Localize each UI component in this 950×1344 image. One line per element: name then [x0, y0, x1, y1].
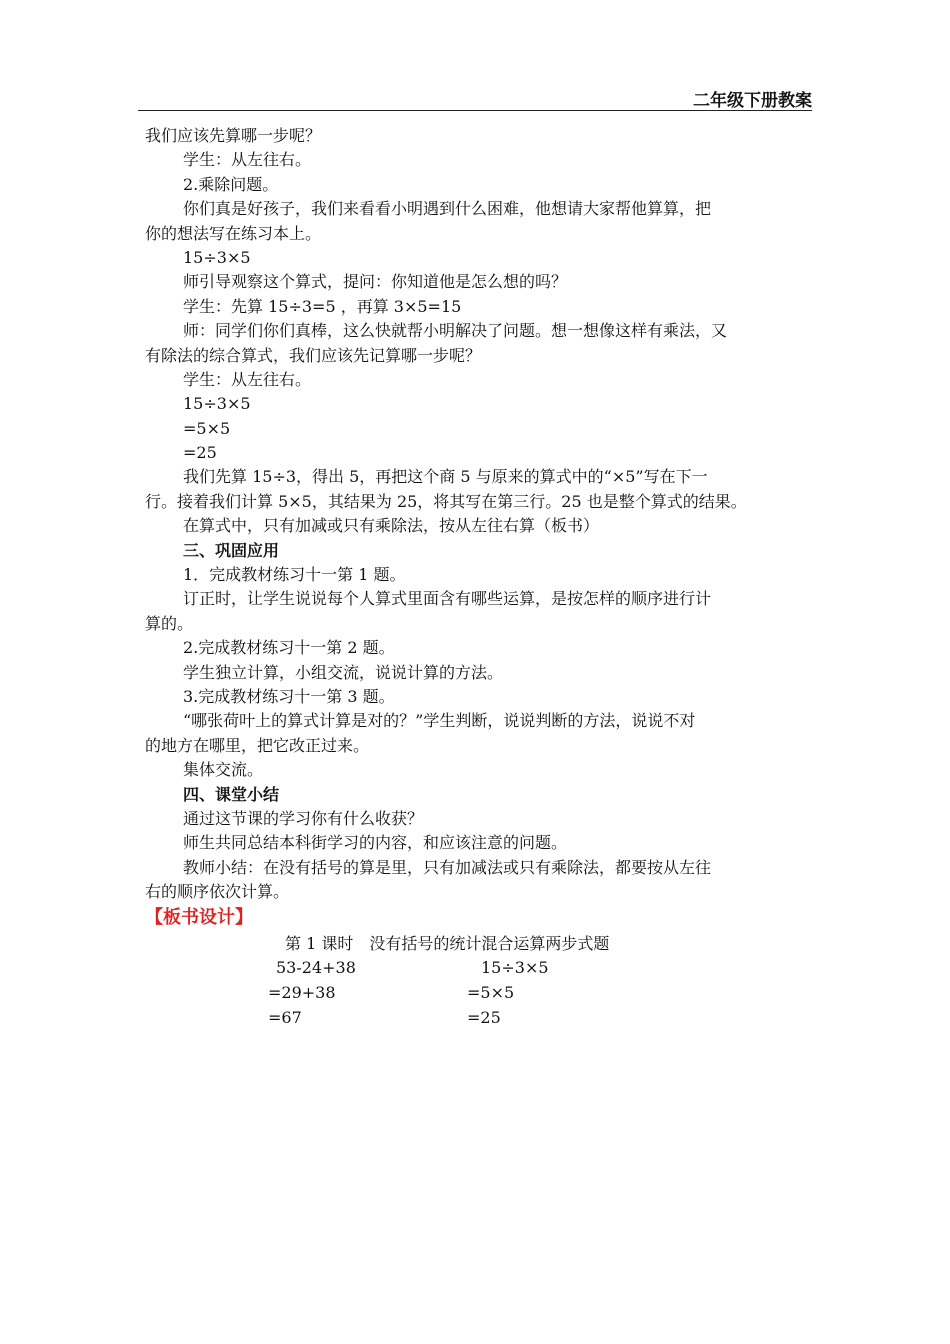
board-left-column [268, 955, 356, 1030]
text-line: 15÷3×5 [183, 247, 251, 267]
board-right-line: =25 [467, 1007, 501, 1027]
text-line: 学生：从左往右。 [183, 150, 312, 170]
board-title: 第 1 课时 没有括号的统计混合运算两步式题 [285, 933, 610, 953]
text-line: 在算式中，只有加减或只有乘除法，按从左往右算（板书） [183, 516, 600, 536]
text-line: 我们应该先算哪一步呢？ [145, 126, 322, 145]
board-left-line: =67 [268, 1007, 302, 1027]
paragraph-list [145, 124, 809, 905]
section-heading: 四、课堂小结 [183, 784, 280, 804]
text-line: 订正时，让学生说说每个人算式里面含有哪些运算，是按怎样的顺序进行计 [183, 589, 712, 609]
text-line: =25 [183, 443, 217, 463]
board-left-line: =29+38 [268, 982, 336, 1002]
text-line: 我们先算 15÷3，得出 5，再把这个商 5 与原来的算式中的“×5”写在下一 [183, 467, 708, 487]
text-line: 师引导观察这个算式，提问：你知道他是怎么想的吗？ [183, 272, 568, 292]
text-line: 2.完成教材练习十一第 2 题。 [183, 638, 395, 658]
text-line: “哪张荷叶上的算式计算是对的？”学生判断，说说判断的方法，说说不对 [183, 711, 696, 731]
text-line: 通过这节课的学习你有什么收获？ [183, 808, 424, 828]
board-design [145, 931, 809, 1031]
text-line: 学生独立计算，小组交流，说说计算的方法。 [183, 662, 504, 682]
document-body [145, 124, 809, 1031]
text-line: =5×5 [183, 418, 231, 438]
header-divider [138, 110, 812, 111]
section-heading: 三、巩固应用 [183, 540, 280, 560]
text-line: 学生：从左往右。 [183, 369, 312, 389]
text-line: 教师小结：在没有括号的算是里，只有加减法或只有乘除法，都要按从左往 [183, 857, 712, 877]
text-line: 右的顺序依次计算。 [145, 882, 290, 902]
text-line: 的地方在哪里，把它改正过来。 [145, 735, 370, 755]
text-line: 学生：先算 15÷3=5 ，再算 3×5=15 [183, 296, 462, 316]
text-line: 集体交流。 [183, 760, 264, 780]
board-left-line: 53-24+38 [276, 957, 356, 977]
board-right-line: 15÷3×5 [481, 957, 549, 977]
board-design-heading: 【板书设计】 [145, 906, 253, 928]
text-line: 你们真是好孩子，我们来看看小明遇到什么困难，他想请大家帮他算算，把 [183, 199, 712, 219]
text-line: 2.乘除问题。 [183, 174, 279, 194]
text-line: 算的。 [145, 613, 194, 633]
text-line: 行。接着我们计算 5×5，其结果为 25，将其写在第三行。25 也是整个算式的结果。 [145, 491, 747, 511]
text-line: 师生共同总结本科街学习的内容，和应该注意的问题。 [183, 833, 568, 853]
text-line: 3.完成教材练习十一第 3 题。 [183, 686, 395, 706]
text-line: 你的想法写在练习本上。 [145, 223, 322, 243]
board-right-line: =5×5 [467, 982, 515, 1002]
header-title: 二年级下册教案 [693, 91, 812, 111]
text-line: 有除法的综合算式，我们应该先记算哪一步呢？ [145, 345, 482, 365]
text-line: 15÷3×5 [183, 394, 251, 414]
board-right-column [467, 955, 549, 1030]
text-line: 1．完成教材练习十一第 1 题。 [183, 565, 406, 585]
text-line: 师：同学们你们真棒，这么快就帮小明解决了问题。想一想像这样有乘法，又 [183, 321, 728, 341]
